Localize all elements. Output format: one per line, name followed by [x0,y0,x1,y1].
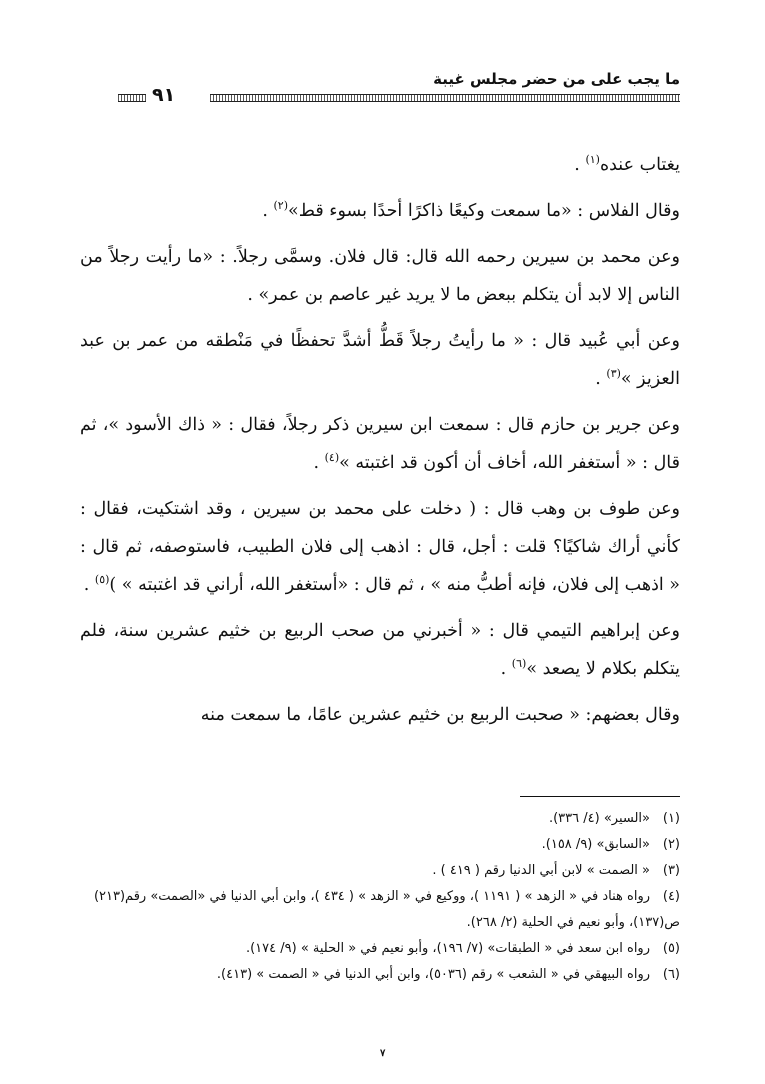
header-rule-short [118,94,146,102]
paragraph: وعن طوف بن وهب قال : ( دخلت على محمد بن سيرين ، وقد اشتكيت، فقال : كأني أراك شاكيًا؟ قلت : أجل، قال : اذهب إلى فلان الطبيب، فاستوصفه، ثم قال : « اذهب إلى فلان، فإنه أطبُّ منه » ، ثم قال : «أستغفر الله، أراني قد اغتبته » )$^{(٥)}$ . [80,499,680,595]
paragraph: وعن محمد بن سيرين رحمه الله قال: قال فلان. وسمَّى رجلاً. : «ما رأيت رجلاً من الناس إلا لابد أن يتكلم ببعض ما لا يريد غير عاصم بن عمر» . [80,247,680,305]
paragraph: وقال بعضهم: « صحبت الربيع بن خثيم عشرين عامًا، ما سمعت منه [200,705,680,725]
footnote: (٥)رواه ابن سعد في « الطبقات» (٧/ ١٩٦)، وأبو نعيم في « الحلية » (٩/ ١٧٤). [245,941,680,956]
footnotes [80,806,680,988]
paragraph: وعن إبراهيم التيمي قال : « أخبرني من صحب الربيع بن خثيم عشرين سنة، فلم يتكلم بكلام لا يصعد »$^{(٦)}$ . [80,621,680,679]
footnote: (٢)«السابق» (٩/ ١٥٨). [541,837,680,852]
header-rule [210,94,680,102]
running-header: ما يجب على من حضر مجلس غيبة [433,70,680,88]
signature-mark: ٧ [380,1048,386,1059]
paragraph: وقال الفلاس : «ما سمعت وكيعًا ذاكرًا أحدًا بسوء قط»$^{(٢)}$ . [262,199,680,221]
paragraph: وعن أبي عُبيد قال : « ما رأيتُ رجلاً قَطُّ أشدَّ تحفظًا في مَنْطقه من عمر بن عبد العزيز »$^{(٣)}$ . [80,331,680,389]
paragraph: يغتاب عنده$^{(١)}$ . [574,153,680,175]
footnote: (١)«السير» (٤/ ٣٣٦). [548,811,680,826]
paragraph: وعن جرير بن حازم قال : سمعت ابن سيرين ذكر رجلاً، فقال : « ذاك الأسود »، ثم قال : « أستغفر الله، أخاف أن أكون قد اغتبته »$^{(٤)}$ . [80,415,680,473]
main-text [80,146,680,742]
footnote: (٦)رواه البيهقي في « الشعب » رقم (٥٠٣٦)، وابن أبي الدنيا في « الصمت » (٤١٣). [216,967,680,982]
footnote-separator [520,796,680,797]
footnote: (٣)« الصمت » لابن أبي الدنيا رقم ( ٤١٩ ) . [432,863,680,878]
footnote: (٤)رواه هناد في « الزهد » ( ١١٩١ )، ووكيع في « الزهد » ( ٤٣٤ )، وابن أبي الدنيا في «الصمت» رقم(٢١٣) ص(١٣٧)، وأبو نعيم في الحلية (٢/ ٢٦٨). [93,889,680,930]
page-number: ٩١ [152,84,176,106]
